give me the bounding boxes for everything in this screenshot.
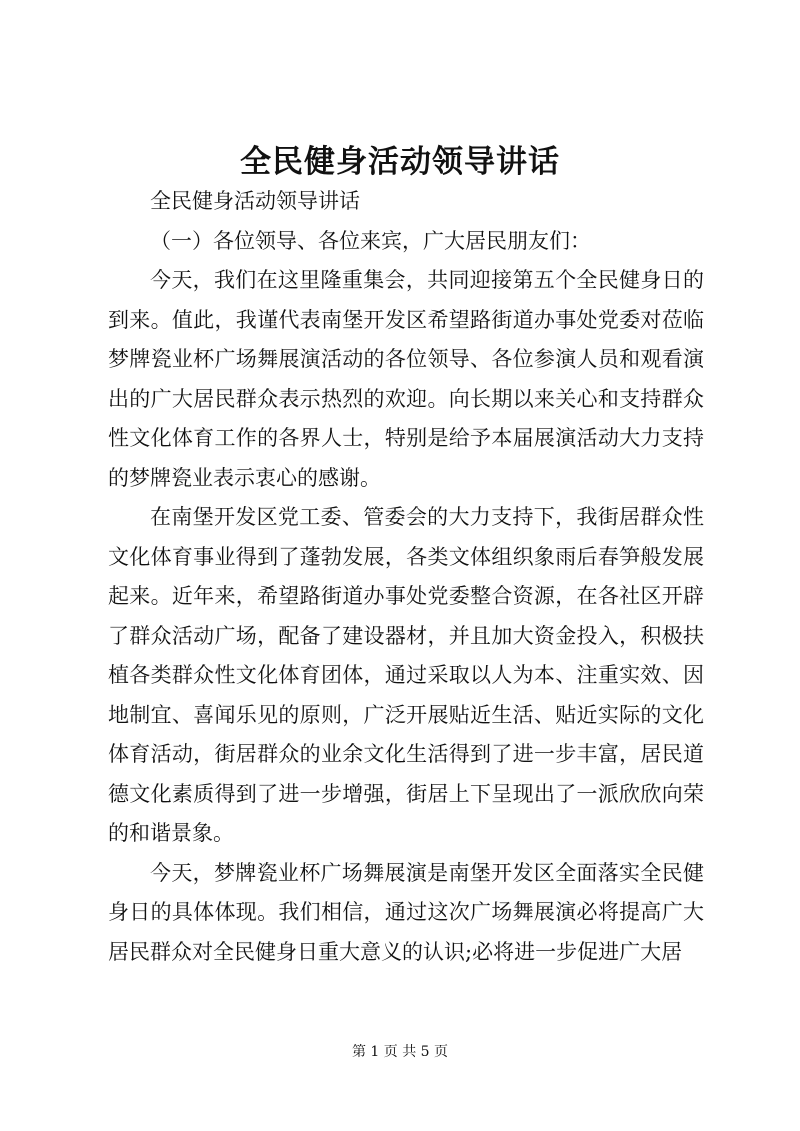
paragraph: 在南堡开发区党工委、管委会的大力支持下，我街居群众性文化体育事业得到了蓬勃发展，各类文体组织象雨后春笋般发展起来。近年来，希望路街道办事处党委整合资源，在各社区开辟了群众活动广场，配备了建设器材，并且加大资金投入，积极扶植各类群众性文化体育团体，通过采取以人为本、注重实效、因地制宜、喜闻乐见的原则，广泛开展贴近生活、贴近实际的文化体育活动，街居群众的业余文化生活得到了进一步丰富，居民道德文化素质得到了进一步增强，街居上下呈现出了一派欣欣向荣的和谐景象。	[108, 505, 704, 845]
paragraph-subtitle: 全民健身活动领导讲话	[150, 189, 360, 213]
document-body	[108, 182, 704, 972]
document-title: 全民健身活动领导讲话	[240, 144, 560, 180]
paragraph: 今天，梦牌瓷业杯广场舞展演是南堡开发区全面落实全民健身日的具体体现。我们相信，通过这次广场舞展演必将提高广大居民群众对全民健身日重大意义的认识;必将进一步促进广大居	[108, 860, 704, 964]
page-footer: 第 1 页 共 5 页	[351, 1044, 449, 1060]
paragraph: 今天，我们在这里隆重集会，共同迎接第五个全民健身日的到来。值此，我谨代表南堡开发区希望路街道办事处党委对莅临梦牌瓷业杯广场舞展演活动的各位领导、各位参演人员和观看演出的广大居民群众表示热烈的欢迎。向长期以来关心和支持群众性文化体育工作的各界人士，特别是给予本届展演活动大力支持的梦牌瓷业表示衷心的感谢。	[108, 268, 704, 490]
paragraph-salutation: （一）各位领导、各位来宾，广大居民朋友们：	[150, 228, 591, 253]
